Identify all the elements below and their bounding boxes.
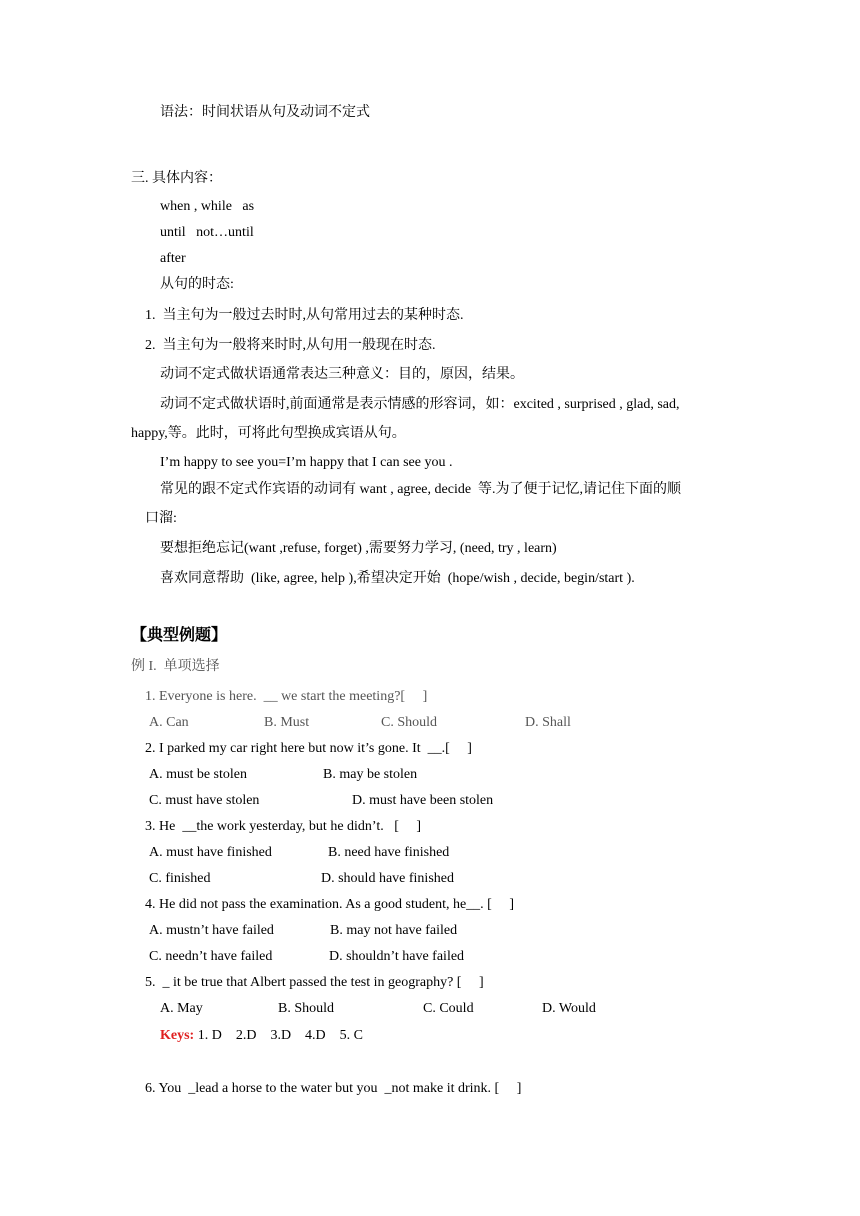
conjunctions-line-1: when , while as <box>160 199 255 214</box>
question-3-option-d: D. should have finished <box>321 871 454 886</box>
question-3-option-b: B. need have finished <box>328 845 450 860</box>
question-4-stem: 4. He did not pass the examination. As a good student, he__. [ ] <box>145 897 514 912</box>
rhyme-line-1: 要想拒绝忘记(want ,refuse, forget) ,需要努力学习, (need, try , learn) <box>160 541 557 556</box>
grammar-line: 语法：时间状语从句及动词不定式 <box>160 105 370 120</box>
tense-title: 从句的时态: <box>160 277 234 292</box>
question-6-stem: 6. You _lead a horse to the water but you _not make it drink. [ ] <box>145 1081 522 1096</box>
question-4-option-a: A. mustn’t have failed <box>149 923 274 938</box>
question-1-option-c: C. Should <box>381 715 438 730</box>
question-2-option-d: D. must have been stolen <box>352 793 494 808</box>
rhyme-line-2: 喜欢同意帮助 (like, agree, help ),希望决定开始 (hope/wish , decide, begin/start ). <box>160 571 635 586</box>
section3-title: 三. 具体内容： <box>131 171 222 186</box>
examples-subtitle: 例 I. 单项选择 <box>131 659 220 674</box>
question-5-stem: 5. _ it be true that Albert passed the test in geography? [ ] <box>145 975 484 990</box>
infinitive-note-2a: 动词不定式做状语时,前面通常是表示情感的形容词，如：excited , surprised , glad, sad, <box>160 397 680 412</box>
tense-rule-1: 1. 当主句为一般过去时时,从句常用过去的某种时态. <box>145 308 464 323</box>
question-5-option-a: A. May <box>160 1001 203 1016</box>
question-2-stem: 2. I parked my car right here but now it’s gone. It __.[ ] <box>145 741 472 756</box>
question-4-option-d: D. shouldn’t have failed <box>329 949 465 964</box>
verbs-note-a: 常见的跟不定式作宾语的动词有 want , agree, decide 等.为了便于记忆,请记住下面的顺 <box>160 482 682 497</box>
infinitive-note-1: 动词不定式做状语通常表达三种意义：目的，原因，结果。 <box>160 367 524 382</box>
question-1-stem: 1. Everyone is here. __ we start the meeting?[ ] <box>145 689 428 704</box>
question-5-option-b: B. Should <box>278 1001 335 1016</box>
question-5-option-d: D. Would <box>542 1001 596 1016</box>
question-3-option-c: C. finished <box>149 871 211 886</box>
tense-rule-2: 2. 当主句为一般将来时时,从句用一般现在时态. <box>145 338 436 353</box>
keys-text: 1. D 2.D 3.D 4.D 5. C <box>194 1028 363 1043</box>
question-1-option-a: A. Can <box>149 715 189 730</box>
verbs-note-b: 口溜: <box>145 511 177 526</box>
examples-heading: 【典型例题】 <box>131 625 228 644</box>
conjunctions-line-2: until not…until <box>160 225 254 240</box>
infinitive-note-2b: happy,等。此时，可将此句型换成宾语从句。 <box>131 426 406 441</box>
question-1-option-b: B. Must <box>264 715 310 730</box>
answer-keys <box>160 1027 363 1045</box>
question-1-option-d: D. Shall <box>525 715 571 730</box>
question-2-option-a: A. must be stolen <box>149 767 247 782</box>
conjunctions-line-3: after <box>160 251 186 266</box>
question-5-option-c: C. Could <box>423 1001 474 1016</box>
question-4-option-b: B. may not have failed <box>330 923 458 938</box>
question-3-option-a: A. must have finished <box>149 845 272 860</box>
question-3-stem: 3. He __the work yesterday, but he didn’t. [ ] <box>145 819 422 834</box>
question-4-option-c: C. needn’t have failed <box>149 949 273 964</box>
example-sentence: I’m happy to see you=I’m happy that I can see you . <box>160 455 453 470</box>
question-2-option-c: C. must have stolen <box>149 793 260 808</box>
keys-label: Keys: <box>160 1028 195 1043</box>
question-2-option-b: B. may be stolen <box>323 767 418 782</box>
